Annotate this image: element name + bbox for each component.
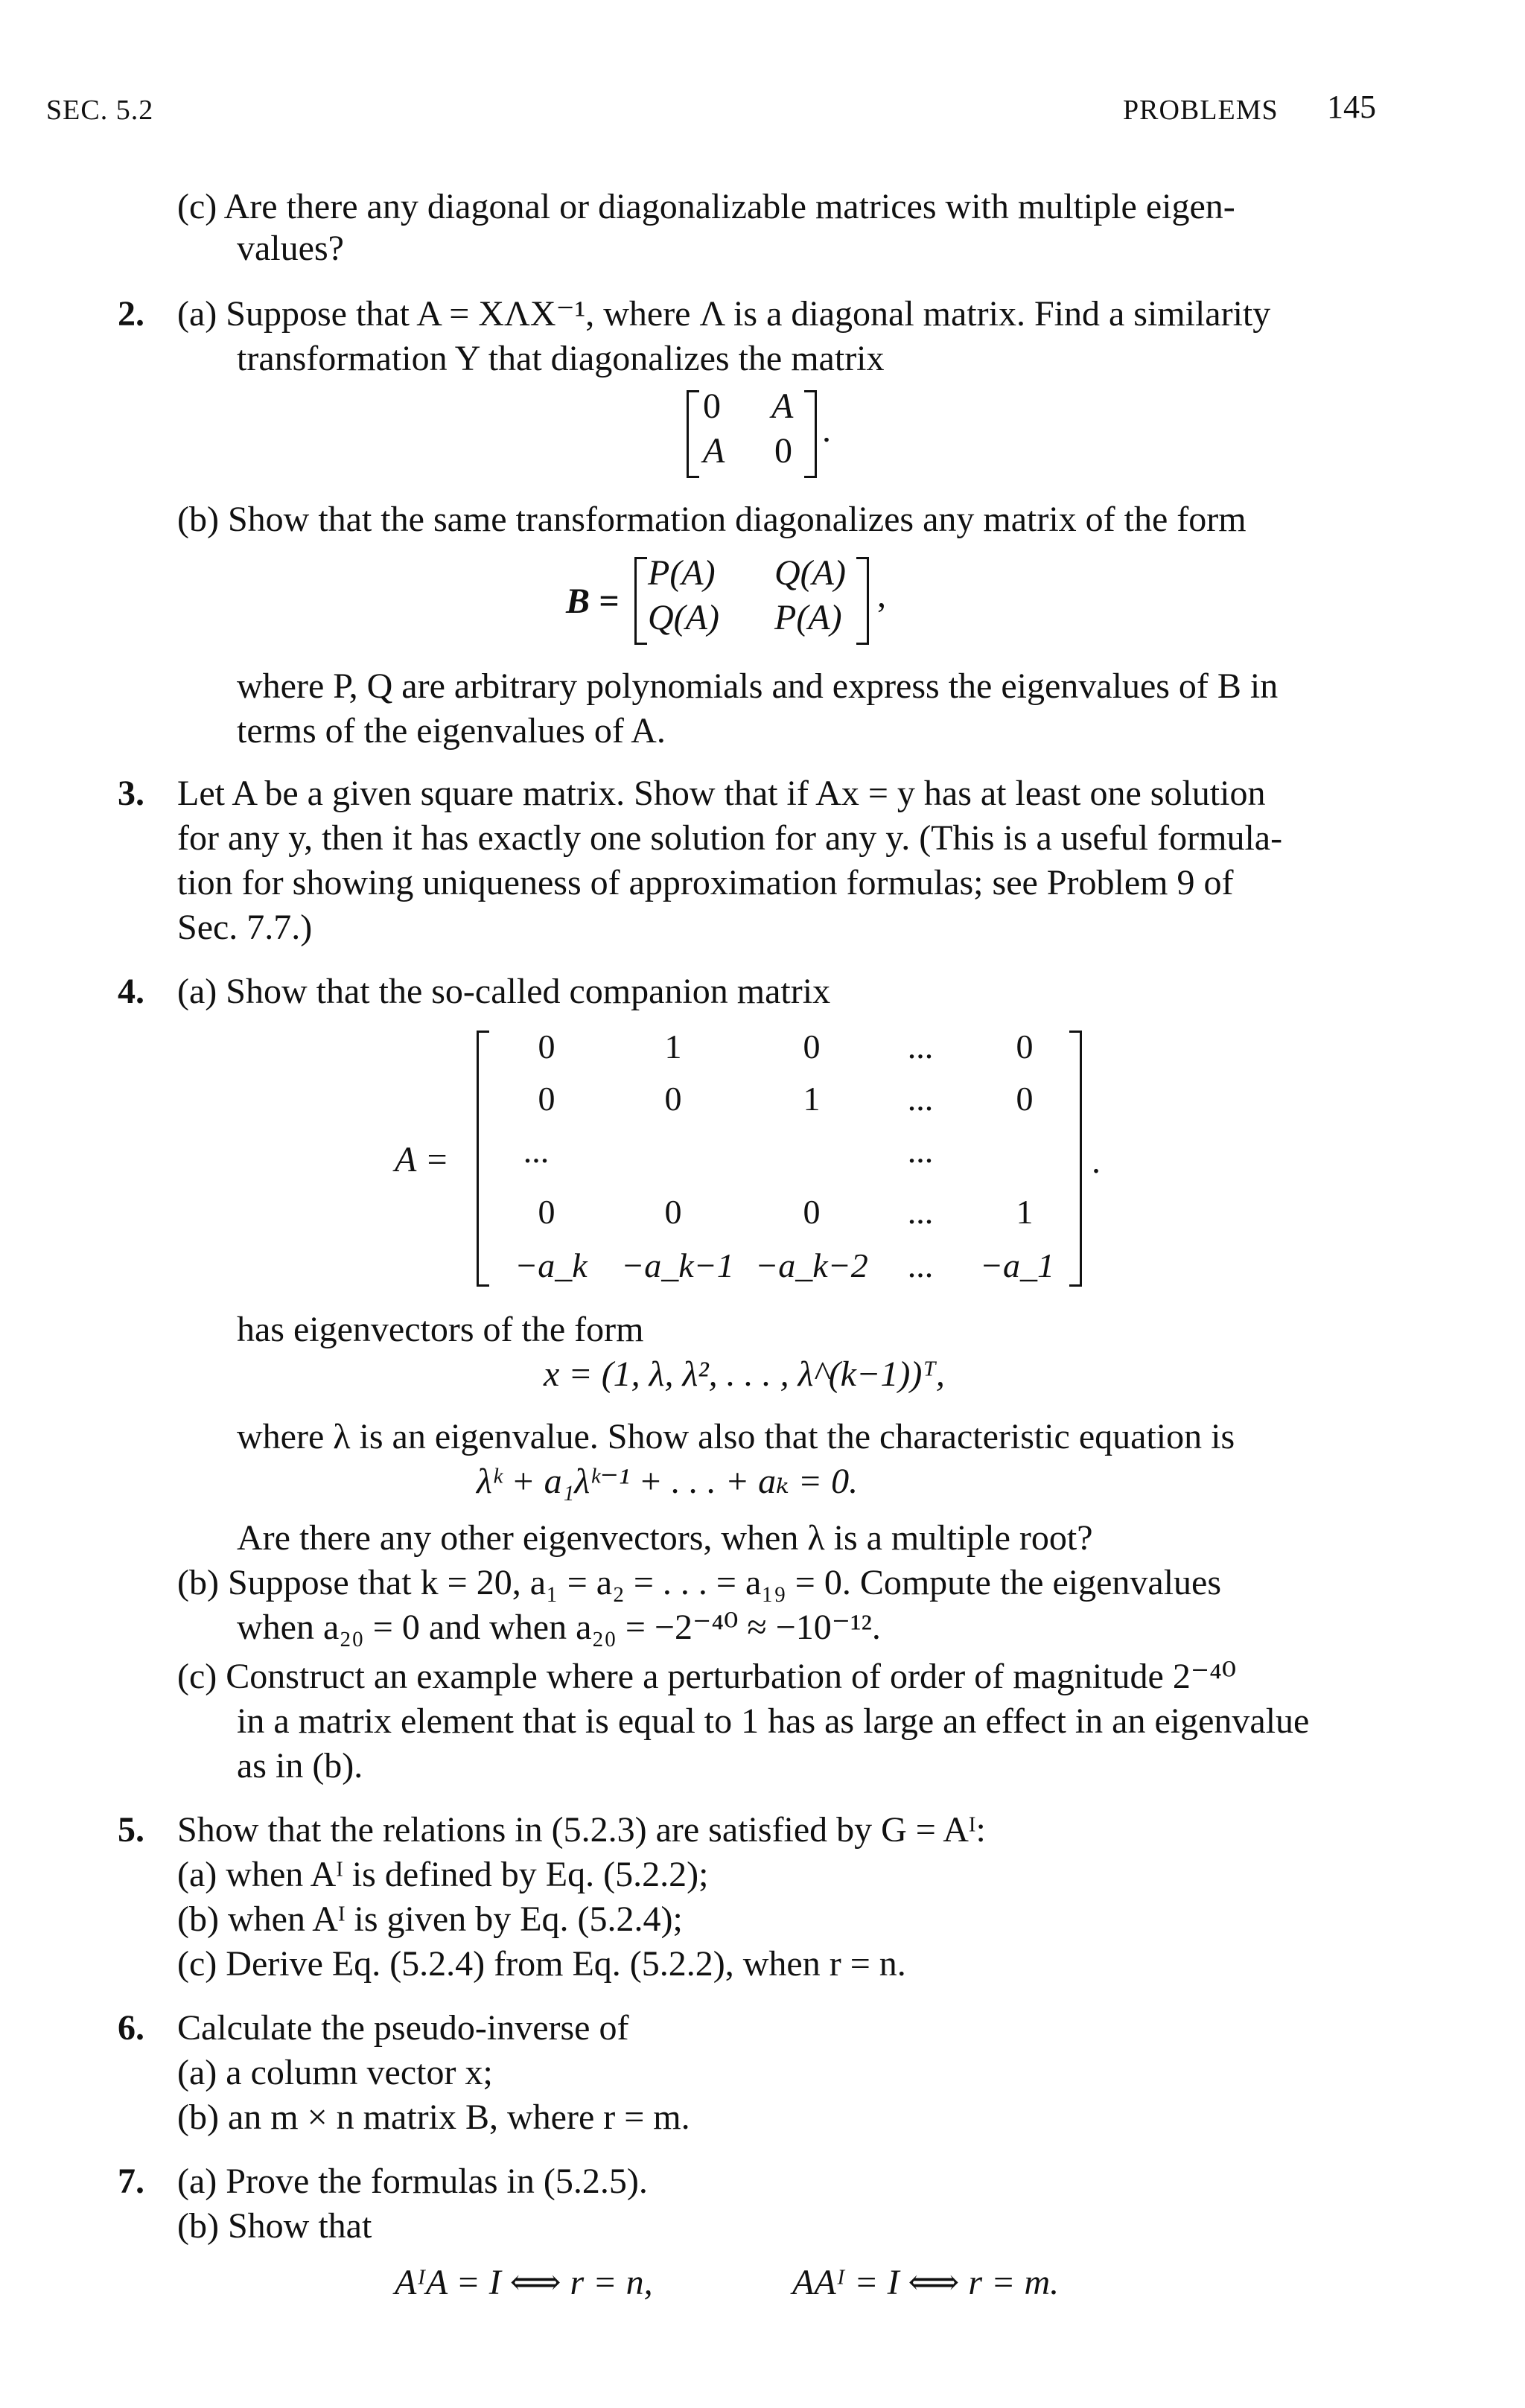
matrix-cell: 0 [538,1080,555,1118]
matrix-cell: 0 [803,1028,821,1066]
p6-line1: Calculate the pseudo-inverse of [177,2008,629,2048]
p3-line2: for any y, then it has exactly one solution for any y. (This is a useful formula- [177,818,1283,858]
p2-number: 2. [118,294,144,334]
matrix-cell: ... [907,1246,934,1284]
running-head-section: SEC. 5.2 [46,95,154,126]
matrix-cell: −a_k−2 [755,1246,868,1284]
matrix-entry: 0 [703,386,721,426]
matrix-cell: 0 [538,1028,555,1066]
matrix-cell: ... [907,1028,934,1066]
p2b-line2: where P, Q are arbitrary polynomials and express the eigenvalues of B in [237,666,1279,706]
p4-number: 4. [118,972,144,1011]
matrix-cell: ... [907,1132,934,1170]
p3-line3: tion for showing uniqueness of approximation formulas; see Problem 9 of [177,863,1234,902]
B-equals: B = [566,582,620,621]
p5-number: 5. [118,1810,144,1850]
matrix-cell: ... [523,1132,550,1170]
matrix-cell: 0 [1016,1080,1034,1118]
matrix-cell: ... [907,1080,934,1118]
matrix-entry: A [771,386,794,426]
right-bracket [856,557,869,645]
p3-number: 3. [118,774,144,813]
p4-characteristic-eq: λᵏ + a₁λᵏ⁻¹ + . . . + aₖ = 0. [477,1462,859,1501]
p5-line1: Show that the relations in (5.2.3) are satisfied by G = Aᴵ: [177,1810,986,1850]
matrix-cell: 1 [664,1028,682,1066]
p2b-line3: terms of the eigenvalues of A. [237,711,666,751]
p4c-line3: as in (b). [237,1746,363,1786]
matrix-entry: A [703,431,725,471]
A-equals: A = [395,1140,449,1179]
p6b: (b) an m × n matrix B, where r = m. [177,2098,690,2137]
p4a-line2: has eigenvectors of the form [237,1310,644,1349]
p7-number: 7. [118,2162,144,2201]
left-bracket [634,557,647,645]
matrix-entry: Q(A) [648,598,719,637]
matrix-cell: 0 [664,1080,682,1118]
matrix-cell: 0 [538,1193,555,1231]
p7-eq-right: AAᴵ = I ⟺ r = m. [792,2263,1060,2302]
matrix-cell: 0 [803,1193,821,1231]
p3-line1: Let A be a given square matrix. Show that if Ax = y has at least one solution [177,774,1266,813]
p1c-line2: values? [237,229,344,268]
matrix-entry: 0 [774,431,792,471]
p7b: (b) Show that [177,2206,372,2246]
p5c: (c) Derive Eq. (5.2.4) from Eq. (5.2.2), when r = n. [177,1944,906,1984]
p7-eq-left: AᴵA = I ⟺ r = n, [395,2263,653,2302]
matrix-cell: 1 [803,1080,821,1118]
p4c-line2: in a matrix element that is equal to 1 has as large an effect in an eigenvalue [237,1701,1310,1741]
matrix-cell: 0 [1016,1028,1034,1066]
p4-eigenvector-eq: x = (1, λ, λ², . . . , λ^(k−1))ᵀ, [544,1354,945,1394]
p2a-line2: transformation Y that diagonalizes the matrix [237,339,885,378]
p2a-line1: (a) Suppose that A = XΛX⁻¹, where Λ is a diagonal matrix. Find a similarity [177,294,1271,334]
running-head-title: PROBLEMS [1123,95,1279,126]
p4a-line4: Are there any other eigenvectors, when λ is a multiple root? [237,1518,1093,1558]
p5b: (b) when Aᴵ is given by Eq. (5.2.4); [177,1899,683,1939]
left-bracket [687,390,699,478]
p4b-line1: (b) Suppose that k = 20, a₁ = a₂ = . . . = a₁₉ = 0. Compute the eigenvalues [177,1563,1222,1602]
p6-number: 6. [118,2008,144,2048]
matrix-cell: −a_k [515,1246,588,1284]
matrix-cell: −a_1 [979,1246,1055,1284]
matrix-cell: 1 [1016,1193,1034,1231]
p1c-line1: (c) Are there any diagonal or diagonalizable matrices with multiple eigen- [177,187,1235,226]
matrix-cell: −a_k−1 [621,1246,734,1284]
p6a: (a) a column vector x; [177,2053,493,2092]
page-number: 145 [1327,89,1376,125]
p4b-line2: when a₂₀ = 0 and when a₂₀ = −2⁻⁴⁰ ≈ −10⁻¹². [237,1608,881,1647]
matrix-cell: 0 [664,1193,682,1231]
matrix-entry: P(A) [774,598,842,637]
p2b-line1: (b) Show that the same transformation diagonalizes any matrix of the form [177,500,1247,539]
matrix-entry: P(A) [648,553,716,593]
matrix-entry: Q(A) [774,553,846,593]
p4a-line1: (a) Show that the so-called companion matrix [177,972,831,1011]
p7a: (a) Prove the formulas in (5.2.5). [177,2162,648,2201]
matrix-cell: ... [907,1193,934,1231]
right-bracket [804,390,817,478]
p3-line4: Sec. 7.7.) [177,908,313,947]
p5a: (a) when Aᴵ is defined by Eq. (5.2.2); [177,1855,709,1894]
p4c-line1: (c) Construct an example where a perturbation of order of magnitude 2⁻⁴⁰ [177,1657,1237,1696]
p4a-line3: where λ is an eigenvalue. Show also that the characteristic equation is [237,1417,1235,1456]
